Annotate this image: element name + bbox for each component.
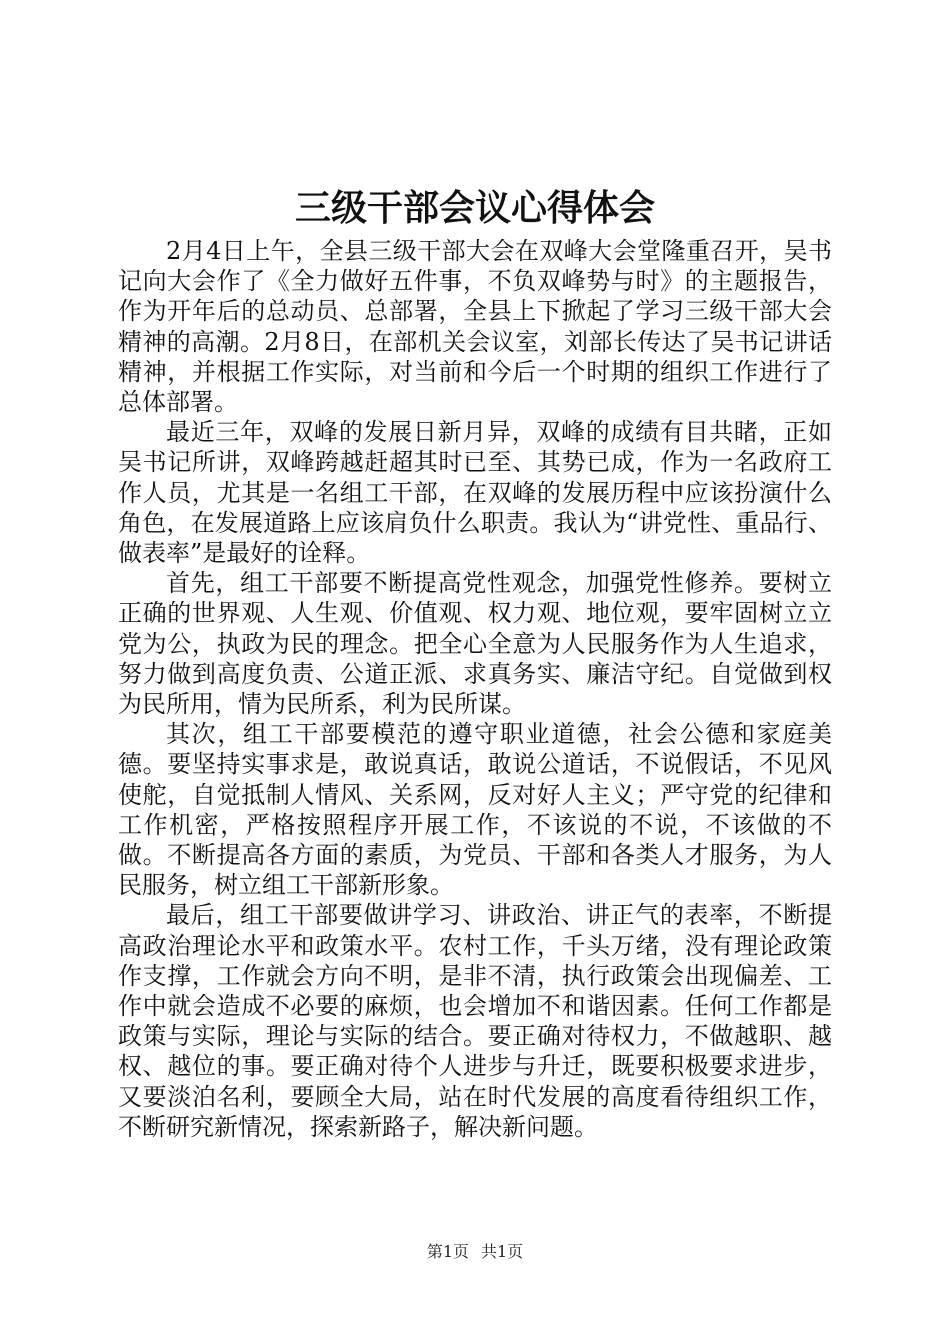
paragraph-1: 2月4日上午，全县三级干部大会在双峰大会堂隆重召开，吴书记向大会作了《全力做好五件事，不负双峰势与时》的主题报告，作为开年后的总动员、总部署，全县上下掀起了学习三级干部大会精神的高潮。2月8日，在部机关会议室，刘部长传达了吴书记讲话精神，并根据工作实际，对当前和今后一个时期的组织工作进行了总体部署。 [118, 237, 832, 417]
paragraph-2: 最近三年，双峰的发展日新月异，双峰的成绩有目共睹，正如吴书记所讲，双峰跨越赶超其时已至、其势已成，作为一名政府工作人员，尤其是一名组工干部，在双峰的发展历程中应该扮演什么角色，在发展道路上应该肩负什么职责。我认为“讲党性、重品行、做表率”是最好的诠释。 [118, 418, 832, 568]
page-number-current: 第1页 [426, 1242, 469, 1261]
page-number-total: 共1页 [481, 1242, 524, 1261]
page-title: 三级干部会议心得体会 [294, 187, 655, 229]
document-body [118, 236, 832, 1142]
page-footer [0, 1240, 950, 1264]
paragraph-3: 首先，组工干部要不断提高党性观念，加强党性修养。要树立正确的世界观、人生观、价值观、权力观、地位观，要牢固树立立党为公，执政为民的理念。把全心全意为人民服务作为人生追求，努力做到高度负责、公道正派、求真务实、廉洁守纪。自觉做到权为民所用，情为民所系，利为民所谋。 [118, 569, 832, 719]
paragraph-4: 其次，组工干部要模范的遵守职业道德，社会公德和家庭美德。要坚持实事求是，敢说真话，敢说公道话，不说假话，不见风使舵，自觉抵制人情风、关系网，反对好人主义；严守党的纪律和工作机密，严格按照程序开展工作，不该说的不说，不该做的不做。不断提高各方面的素质，为党员、干部和各类人才服务，为人民服务，树立组工干部新形象。 [118, 720, 832, 900]
paragraph-5: 最后，组工干部要做讲学习、讲政治、讲正气的表率，不断提高政治理论水平和政策水平。农村工作，千头万绪，没有理论政策作支撑，工作就会方向不明，是非不清，执行政策会出现偏差、工作中就会造成不必要的麻烦，也会增加不和谐因素。任何工作都是政策与实际，理论与实际的结合。要正确对待权力，不做越职、越权、越位的事。要正确对待个人进步与升迁，既要积极要求进步，又要淡泊名利，要顾全大局，站在时代发展的高度看待组织工作，不断研究新情况，探索新路子，解决新问题。 [118, 901, 832, 1141]
